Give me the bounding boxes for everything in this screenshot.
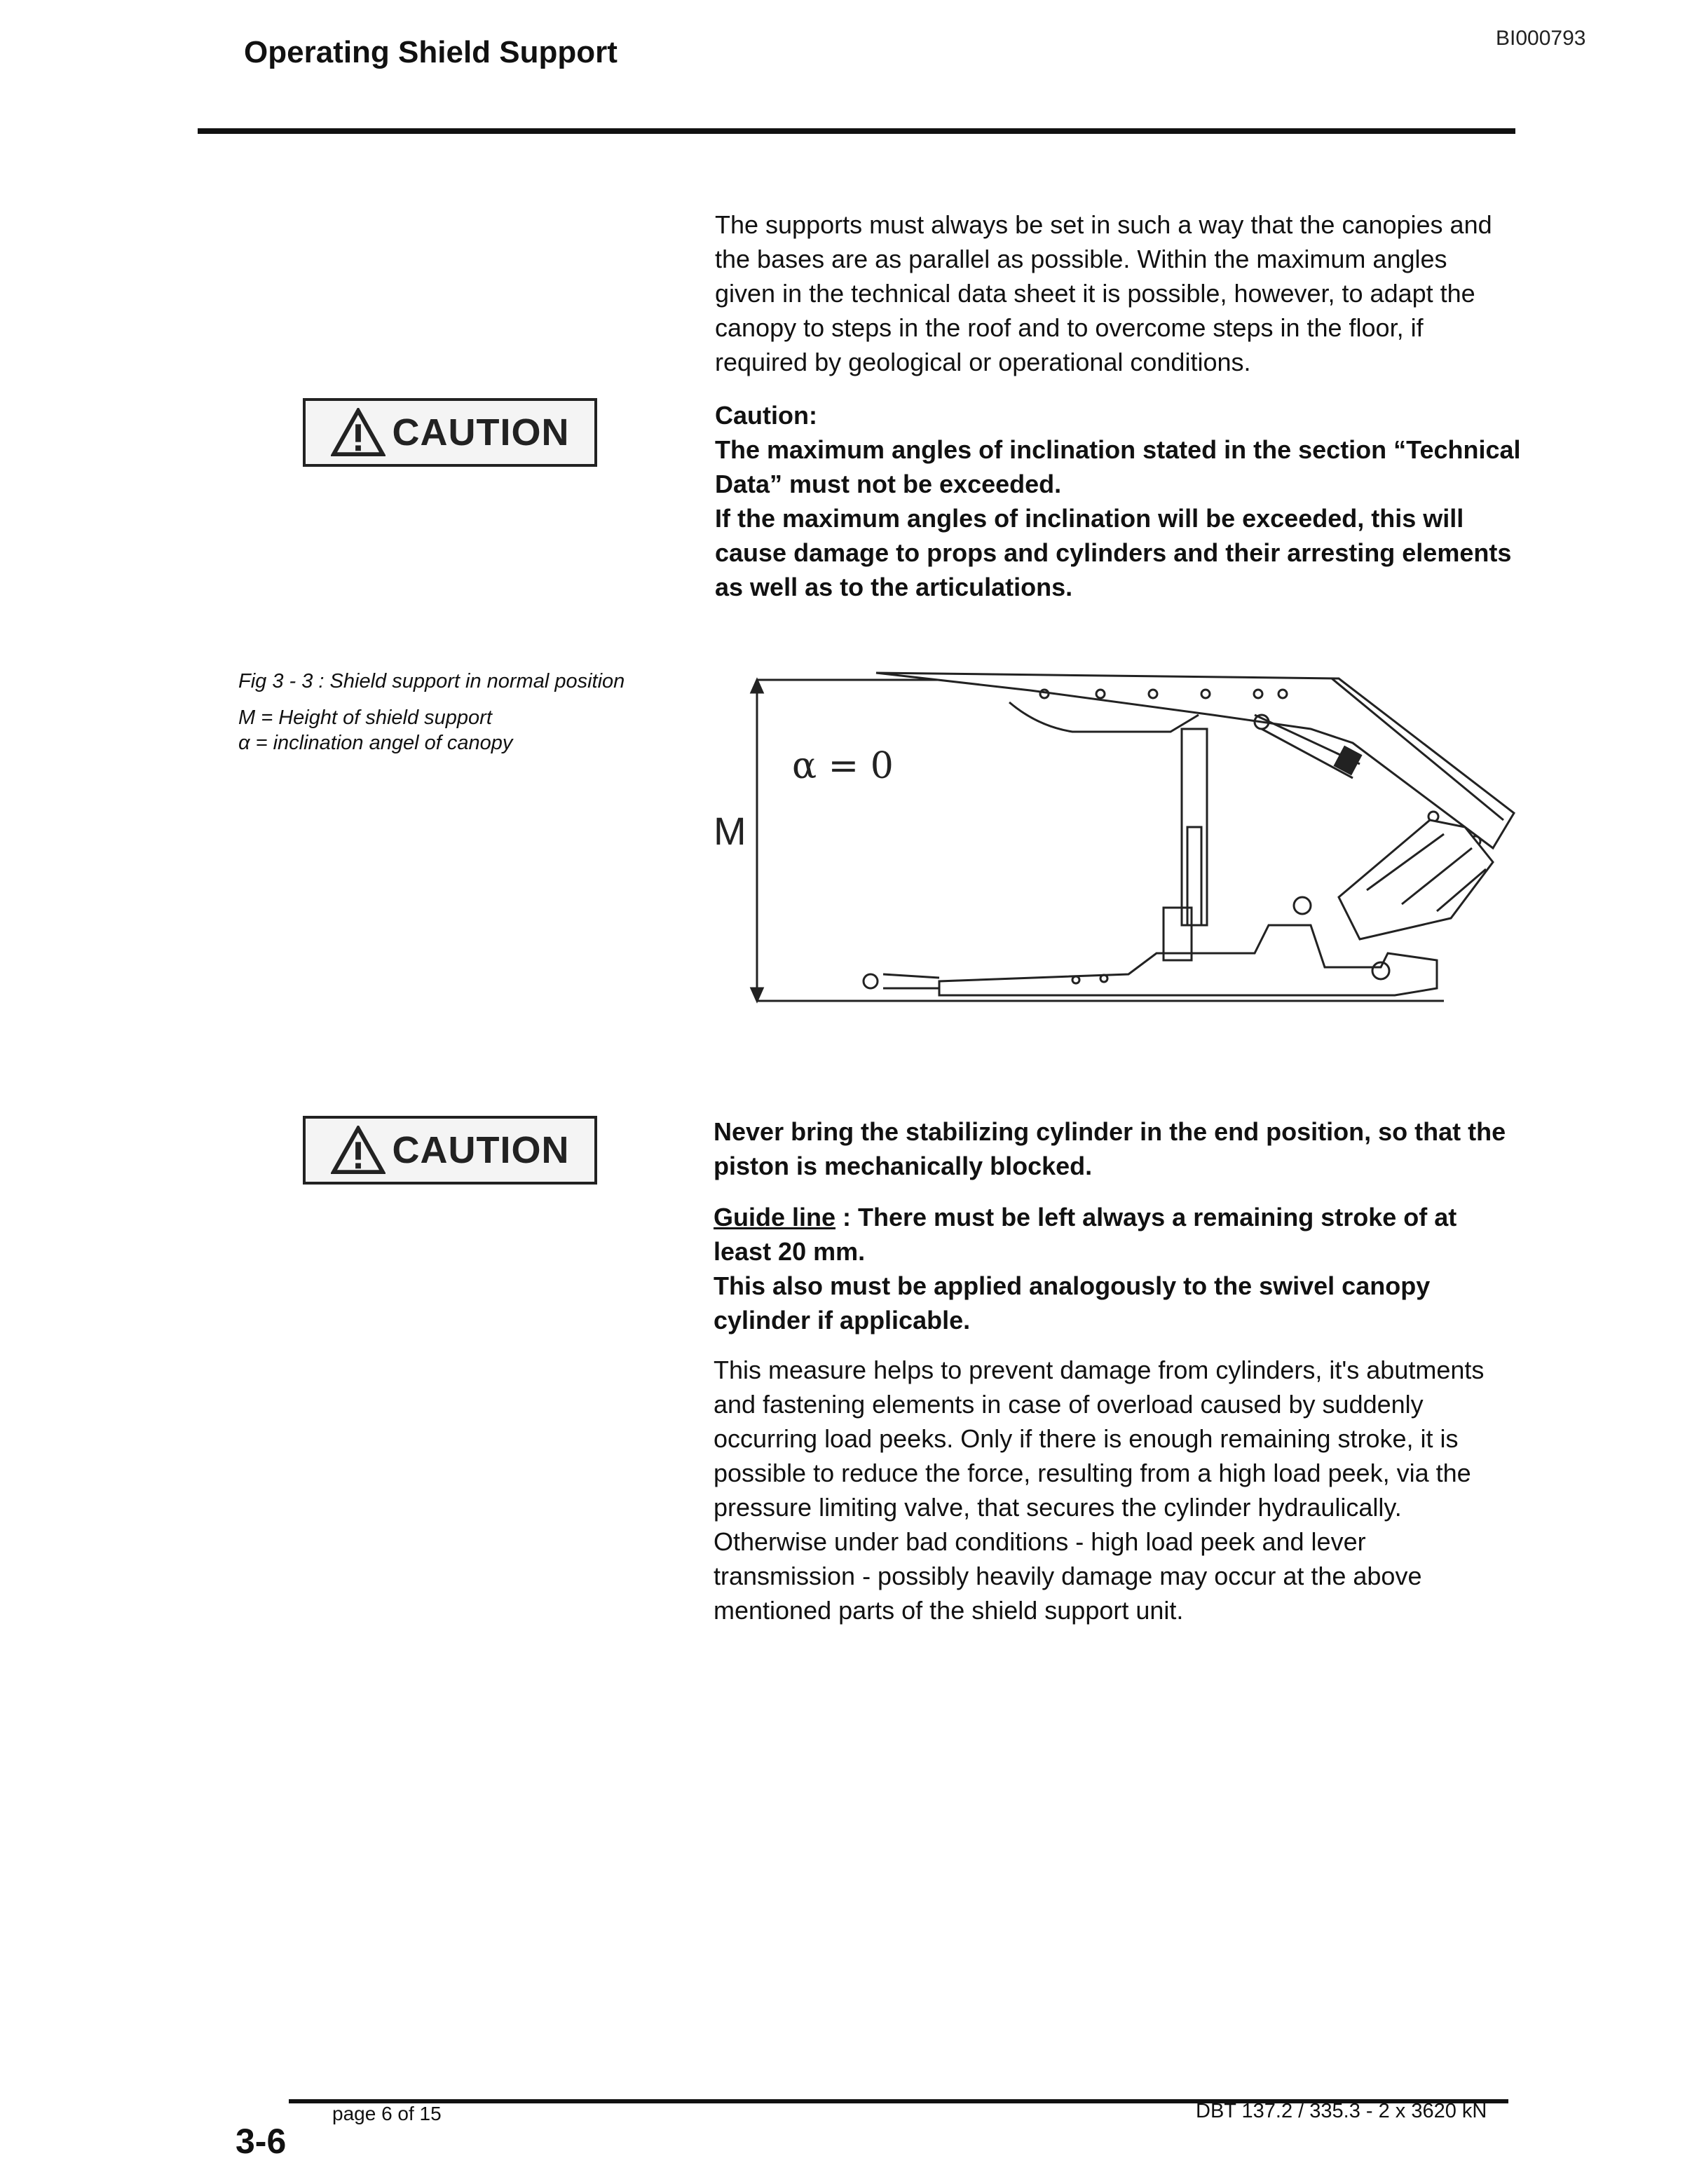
alpha-label: α = 0 [792, 745, 894, 787]
caution-block-2 [714, 1114, 1520, 1337]
guide-line-text [714, 1200, 1520, 1269]
page-number: page 6 of 15 [332, 2103, 442, 2124]
caution-sign [303, 398, 597, 467]
height-label: M [714, 809, 746, 853]
caution-heading: Caution: [715, 401, 817, 430]
caution-sign-label: CAUTION [392, 411, 570, 453]
caution-sign-label: CAUTION [392, 1129, 570, 1171]
guide-line-label: Guide line [714, 1203, 836, 1231]
page-title: Operating Shield Support [244, 35, 618, 69]
figure-legend-angle: α = inclination angel of canopy [238, 732, 513, 754]
shield-support-diagram [708, 659, 1521, 1023]
explanation-paragraph: This measure helps to prevent damage from cylinders, it's abutments and fastening elements in case of overload caused by suddenly occurring load peeks. Only if there is enough remaining stroke, it is possible to reduce the force, resulting from a high load peek, via the pressure limiting valve, that secures the cylinder hydraulically. Otherwise under bad conditions - high load peek and lever transmission - possibly heavily damage may occur at the above mentioned parts of the shield support unit. [714, 1356, 1485, 1625]
document-reference: DBT 137.2 / 335.3 - 2 x 3620 kN [1196, 2100, 1487, 2122]
intro-paragraph: The supports must always be set in such a way that the canopies and the bases are as parallel as possible. Within the maximum angles given in the technical data sheet it is possible, however, to adapt the canopy to steps in the roof and to overcome steps in the floor, if required by geological or operational conditions. [715, 210, 1492, 376]
caution-text-stabilizing: Never bring the stabilizing cylinder in the end position, so that the piston is mechanically blocked. [714, 1117, 1506, 1180]
warning-triangle-icon [331, 408, 386, 457]
caution-text-1: The maximum angles of inclination stated in the section “Technical Data” must not be exceeded. [715, 435, 1521, 498]
header-divider [198, 128, 1515, 134]
section-number: 3-6 [236, 2122, 287, 2161]
figure-caption: Fig 3 - 3 : Shield support in normal position [238, 670, 625, 692]
guide-line-body: : There must be left always a remaining stroke of at least 20 mm. [714, 1203, 1457, 1266]
warning-triangle-icon [331, 1126, 386, 1175]
caution-block-1 [715, 398, 1521, 604]
lemniscate-links [1339, 820, 1493, 939]
caution-text-2: If the maximum angles of inclination will be exceeded, this will cause damage to props and cylinders and their arresting elements as well as to the articulations. [715, 504, 1512, 601]
figure-legend-height: M = Height of shield support [238, 707, 492, 729]
caution-text-swivel: This also must be applied analogously to the swivel canopy cylinder if applicable. [714, 1271, 1431, 1335]
caution-sign [303, 1116, 597, 1185]
document-id: BI000793 [1496, 27, 1586, 50]
